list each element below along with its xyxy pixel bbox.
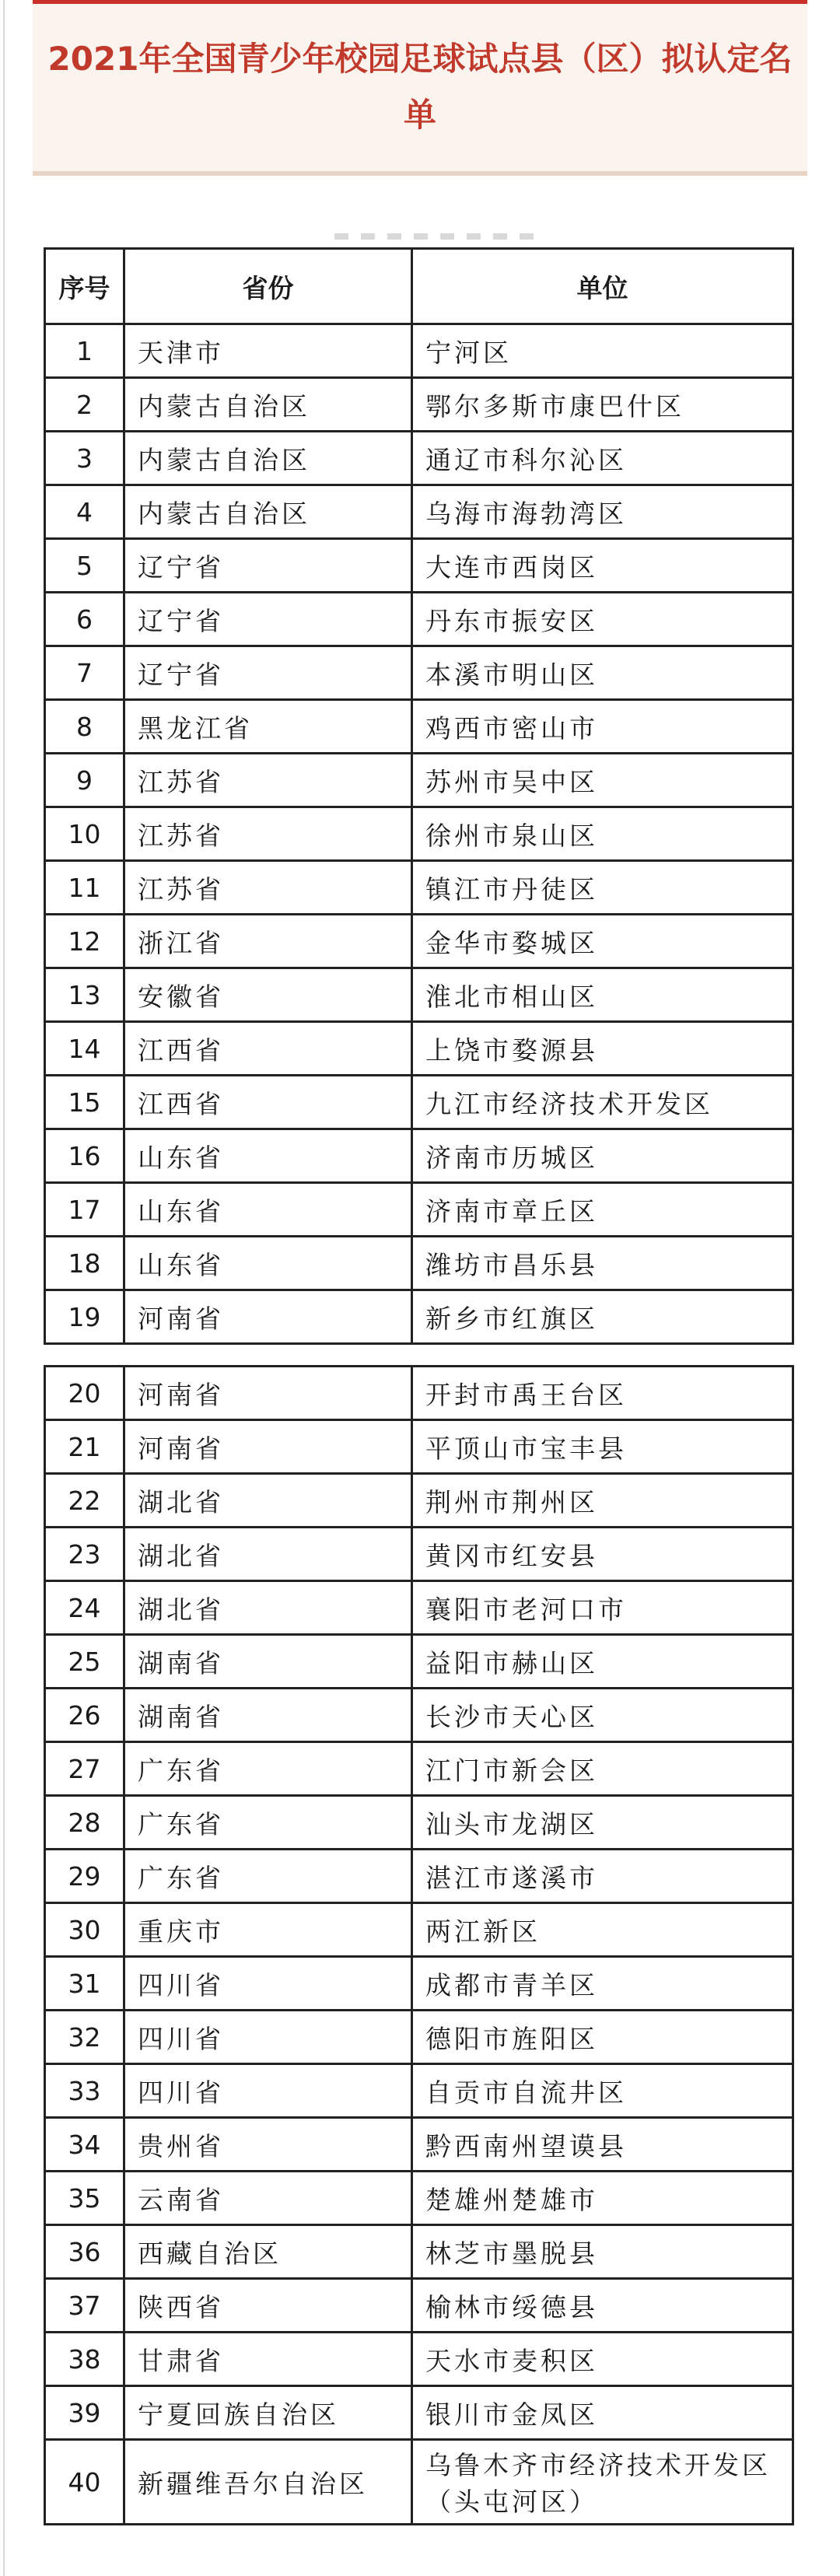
row-province-cell: 山东省	[124, 1237, 412, 1290]
row-unit-cell: 荆州市荆州区	[412, 1474, 793, 1528]
row-number-cell: 4	[45, 485, 124, 539]
table-row	[45, 646, 793, 700]
row-province-cell: 河南省	[124, 1290, 412, 1344]
table-row	[45, 1237, 793, 1290]
row-province-cell: 河南省	[124, 1367, 412, 1420]
row-province-cell: 江西省	[124, 1022, 412, 1076]
table-row	[45, 2333, 793, 2386]
row-number-cell: 6	[45, 593, 124, 646]
row-province-cell: 西藏自治区	[124, 2225, 412, 2279]
row-province-cell: 甘肃省	[124, 2333, 412, 2386]
row-unit-cell: 成都市青羊区	[412, 1957, 793, 2011]
row-number-cell: 7	[45, 646, 124, 700]
table-row	[45, 324, 793, 378]
row-province-cell: 浙江省	[124, 915, 412, 968]
table-row	[45, 1474, 793, 1528]
table-row	[45, 1367, 793, 1420]
row-province-cell: 湖南省	[124, 1635, 412, 1689]
row-number-cell: 15	[45, 1076, 124, 1129]
table-row	[45, 2118, 793, 2172]
row-number-cell: 23	[45, 1528, 124, 1581]
row-number-cell: 17	[45, 1183, 124, 1237]
row-province-cell: 新疆维吾尔自治区	[124, 2440, 412, 2525]
row-province-cell: 湖南省	[124, 1689, 412, 1742]
row-number-cell: 5	[45, 539, 124, 593]
row-unit-cell: 宁河区	[412, 324, 793, 378]
row-unit-cell: 襄阳市老河口市	[412, 1581, 793, 1635]
row-number-cell: 24	[45, 1581, 124, 1635]
row-number-cell: 14	[45, 1022, 124, 1076]
row-province-cell: 山东省	[124, 1129, 412, 1183]
row-number-cell: 16	[45, 1129, 124, 1183]
row-unit-cell: 江门市新会区	[412, 1742, 793, 1796]
row-unit-cell: 天水市麦积区	[412, 2333, 793, 2386]
table-row	[45, 2440, 793, 2525]
left-border-rule	[3, 0, 5, 2576]
table-row	[45, 539, 793, 593]
row-unit-cell: 丹东市振安区	[412, 593, 793, 646]
row-number-cell: 11	[45, 861, 124, 915]
row-number-cell: 40	[45, 2440, 124, 2525]
header-unit: 单位	[412, 249, 793, 324]
header-province: 省份	[124, 249, 412, 324]
row-unit-cell: 黔西南州望谟县	[412, 2118, 793, 2172]
row-number-cell: 18	[45, 1237, 124, 1290]
banner-top-line	[33, 0, 807, 4]
row-province-cell: 内蒙古自治区	[124, 378, 412, 432]
row-unit-cell: 乌鲁木齐市经济技术开发区（头屯河区）	[412, 2440, 793, 2525]
row-province-cell: 湖北省	[124, 1581, 412, 1635]
table-row	[45, 754, 793, 807]
row-province-cell: 四川省	[124, 2011, 412, 2064]
row-number-cell: 20	[45, 1367, 124, 1420]
table-row	[45, 2064, 793, 2118]
row-province-cell: 内蒙古自治区	[124, 432, 412, 485]
table-row	[45, 1420, 793, 1474]
row-unit-cell: 德阳市旌阳区	[412, 2011, 793, 2064]
row-unit-cell: 湛江市遂溪市	[412, 1850, 793, 1903]
table-row	[45, 1850, 793, 1903]
row-unit-cell: 金华市婺城区	[412, 915, 793, 968]
table-row	[45, 1689, 793, 1742]
row-unit-cell: 苏州市吴中区	[412, 754, 793, 807]
table-row	[45, 432, 793, 485]
table-row	[45, 1076, 793, 1129]
row-province-cell: 广东省	[124, 1850, 412, 1903]
table-row	[45, 2279, 793, 2333]
header-number: 序号	[45, 249, 124, 324]
row-province-cell: 云南省	[124, 2172, 412, 2225]
row-province-cell: 宁夏回族自治区	[124, 2386, 412, 2440]
row-number-cell: 38	[45, 2333, 124, 2386]
row-number-cell: 36	[45, 2225, 124, 2279]
row-province-cell: 天津市	[124, 324, 412, 378]
row-unit-cell: 自贡市自流井区	[412, 2064, 793, 2118]
row-number-cell: 22	[45, 1474, 124, 1528]
table-row	[45, 915, 793, 968]
row-unit-cell: 乌海市海勃湾区	[412, 485, 793, 539]
row-province-cell: 陕西省	[124, 2279, 412, 2333]
table-row	[45, 2386, 793, 2440]
row-unit-cell: 上饶市婺源县	[412, 1022, 793, 1076]
row-number-cell: 9	[45, 754, 124, 807]
table-row	[45, 1742, 793, 1796]
row-province-cell: 江西省	[124, 1076, 412, 1129]
row-province-cell: 内蒙古自治区	[124, 485, 412, 539]
row-unit-cell: 九江市经济技术开发区	[412, 1076, 793, 1129]
table-row	[45, 593, 793, 646]
row-province-cell: 四川省	[124, 1957, 412, 2011]
table-row	[45, 1129, 793, 1183]
row-number-cell: 39	[45, 2386, 124, 2440]
row-unit-cell: 林芝市墨脱县	[412, 2225, 793, 2279]
row-number-cell: 25	[45, 1635, 124, 1689]
table-row	[45, 1022, 793, 1076]
row-province-cell: 重庆市	[124, 1903, 412, 1957]
row-province-cell: 河南省	[124, 1420, 412, 1474]
row-number-cell: 1	[45, 324, 124, 378]
row-number-cell: 30	[45, 1903, 124, 1957]
row-unit-cell: 济南市章丘区	[412, 1183, 793, 1237]
faint-bleed-through-text	[334, 233, 537, 240]
table-row	[45, 2172, 793, 2225]
row-unit-cell: 长沙市天心区	[412, 1689, 793, 1742]
row-number-cell: 26	[45, 1689, 124, 1742]
row-number-cell: 37	[45, 2279, 124, 2333]
row-unit-cell: 新乡市红旗区	[412, 1290, 793, 1344]
banner-bottom-line	[33, 171, 807, 176]
table-row	[45, 1581, 793, 1635]
table-row	[45, 1528, 793, 1581]
row-province-cell: 黑龙江省	[124, 700, 412, 754]
row-unit-cell: 开封市禹王台区	[412, 1367, 793, 1420]
row-province-cell: 安徽省	[124, 968, 412, 1022]
row-number-cell: 27	[45, 1742, 124, 1796]
row-province-cell: 广东省	[124, 1796, 412, 1850]
row-province-cell: 四川省	[124, 2064, 412, 2118]
row-province-cell: 江苏省	[124, 861, 412, 915]
row-number-cell: 34	[45, 2118, 124, 2172]
row-number-cell: 10	[45, 807, 124, 861]
table-row	[45, 1957, 793, 2011]
row-unit-cell: 汕头市龙湖区	[412, 1796, 793, 1850]
row-number-cell: 13	[45, 968, 124, 1022]
row-number-cell: 3	[45, 432, 124, 485]
row-unit-cell: 鄂尔多斯市康巴什区	[412, 378, 793, 432]
row-number-cell: 12	[45, 915, 124, 968]
row-unit-cell: 益阳市赫山区	[412, 1635, 793, 1689]
row-province-cell: 湖北省	[124, 1474, 412, 1528]
row-number-cell: 2	[45, 378, 124, 432]
row-number-cell: 31	[45, 1957, 124, 2011]
row-unit-cell: 徐州市泉山区	[412, 807, 793, 861]
row-province-cell: 广东省	[124, 1742, 412, 1796]
row-number-cell: 19	[45, 1290, 124, 1344]
row-unit-cell: 楚雄州楚雄市	[412, 2172, 793, 2225]
row-unit-cell: 榆林市绥德县	[412, 2279, 793, 2333]
table-row	[45, 485, 793, 539]
table-row	[45, 378, 793, 432]
table-row	[45, 1183, 793, 1237]
row-province-cell: 江苏省	[124, 807, 412, 861]
row-unit-cell: 济南市历城区	[412, 1129, 793, 1183]
page-title: 2021年全国青少年校园足球试点县（区）拟认定名单	[47, 40, 793, 134]
row-unit-cell: 本溪市明山区	[412, 646, 793, 700]
row-unit-cell: 平顶山市宝丰县	[412, 1420, 793, 1474]
row-province-cell: 辽宁省	[124, 539, 412, 593]
table-header-row	[45, 249, 793, 324]
row-province-cell: 辽宁省	[124, 593, 412, 646]
row-province-cell: 贵州省	[124, 2118, 412, 2172]
roster-table-part-2	[44, 1365, 794, 2525]
row-unit-cell: 鸡西市密山市	[412, 700, 793, 754]
title-banner	[33, 0, 807, 176]
row-unit-cell: 两江新区	[412, 1903, 793, 1957]
table-row	[45, 1290, 793, 1344]
table-row	[45, 2011, 793, 2064]
table-row	[45, 2225, 793, 2279]
roster-table-part-1	[44, 247, 794, 1345]
table-row	[45, 700, 793, 754]
row-province-cell: 山东省	[124, 1183, 412, 1237]
row-unit-cell: 大连市西岗区	[412, 539, 793, 593]
row-number-cell: 29	[45, 1850, 124, 1903]
table-row	[45, 861, 793, 915]
row-number-cell: 21	[45, 1420, 124, 1474]
row-number-cell: 35	[45, 2172, 124, 2225]
table-row	[45, 1903, 793, 1957]
row-number-cell: 32	[45, 2011, 124, 2064]
row-province-cell: 湖北省	[124, 1528, 412, 1581]
row-unit-cell: 镇江市丹徒区	[412, 861, 793, 915]
table-row	[45, 968, 793, 1022]
row-province-cell: 辽宁省	[124, 646, 412, 700]
row-unit-cell: 潍坊市昌乐县	[412, 1237, 793, 1290]
row-unit-cell: 通辽市科尔沁区	[412, 432, 793, 485]
row-number-cell: 8	[45, 700, 124, 754]
row-unit-cell: 黄冈市红安县	[412, 1528, 793, 1581]
row-number-cell: 33	[45, 2064, 124, 2118]
row-unit-cell: 淮北市相山区	[412, 968, 793, 1022]
table-row	[45, 1796, 793, 1850]
row-province-cell: 江苏省	[124, 754, 412, 807]
table-row	[45, 807, 793, 861]
table-row	[45, 1635, 793, 1689]
row-unit-cell: 银川市金凤区	[412, 2386, 793, 2440]
row-number-cell: 28	[45, 1796, 124, 1850]
